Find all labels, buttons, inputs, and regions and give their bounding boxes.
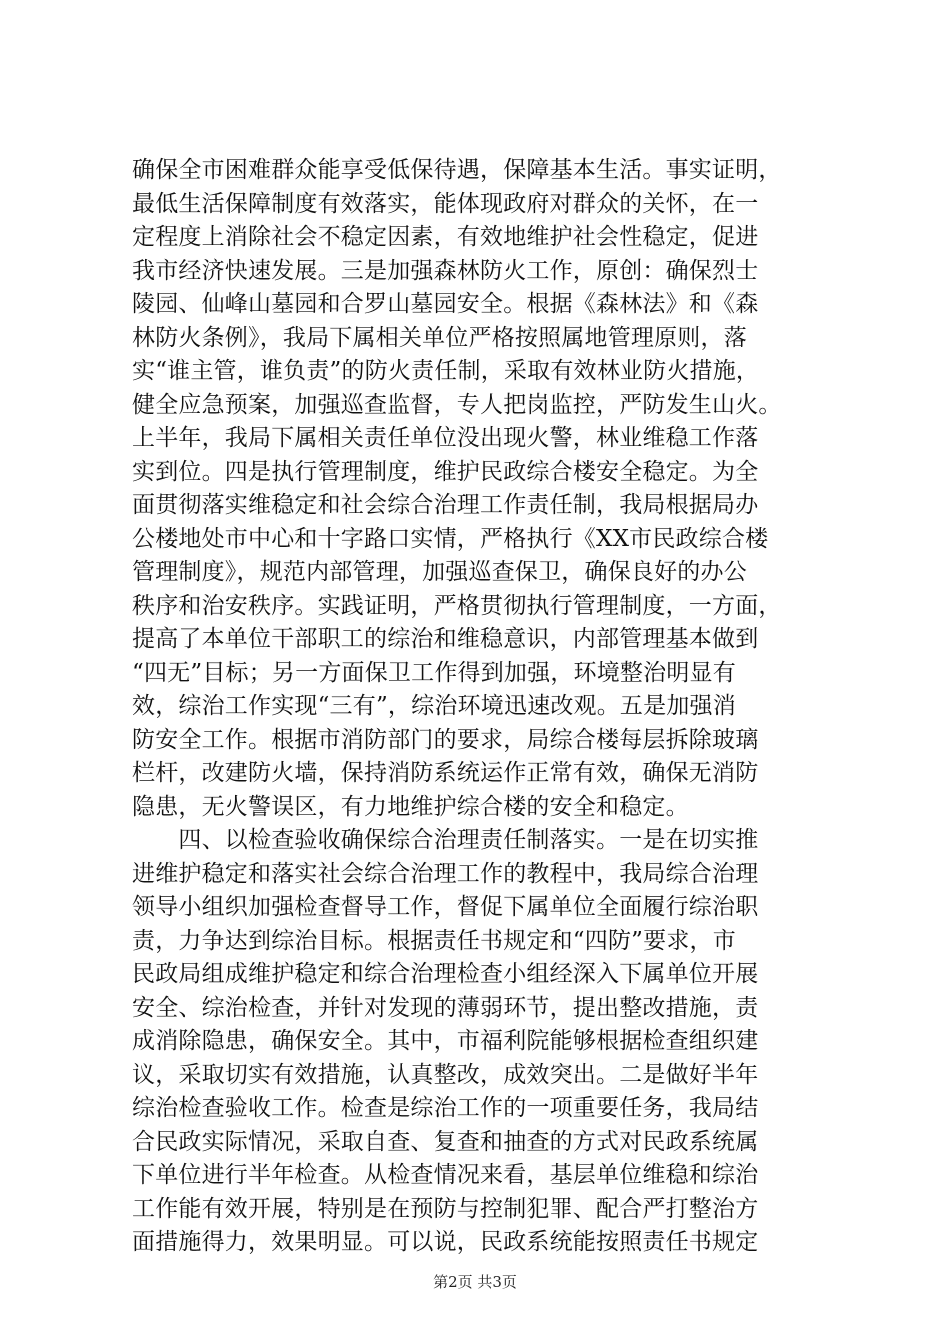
text-line: 安全、综治检查，并针对发现的薄弱环节，提出整改措施，责 bbox=[132, 994, 759, 1021]
text-line: 上半年，我局下属相关责任单位没出现火警，林业维稳工作落 bbox=[132, 425, 759, 451]
text-line: 管理制度》，规范内部管理，加强巡查保卫，确保良好的办公 bbox=[132, 559, 747, 585]
text-line: 面措施得力，效果明显。可以说，民政系统能按照责任书规定 bbox=[132, 1229, 759, 1255]
text-line: 最低生活保障制度有效落实，能体现政府对群众的关怀，在一 bbox=[132, 190, 759, 217]
text-line: 林防火条例》，我局下属相关单位严格按照属地管理原则，落 bbox=[132, 324, 747, 351]
text-line: 实到位。四是执行管理制度，维护民政综合楼安全稳定。为全 bbox=[132, 458, 759, 485]
text-line: 提高了本单位干部职工的综治和维稳意识，内部管理基本做到 bbox=[132, 626, 759, 652]
text-line: 综治检查验收工作。检查是综治工作的一项重要任务，我局结 bbox=[132, 1095, 759, 1121]
text-line: 责，力争达到综治目标。根据责任书规定和“四防”要求，市 bbox=[132, 927, 736, 954]
text-line: 栏杆，改建防火墙，保持消防系统运作正常有效，确保无消防 bbox=[132, 760, 759, 786]
text-line: 陵园、仙峰山墓园和合罗山墓园安全。根据《森林法》和《森 bbox=[132, 291, 759, 317]
text-line: 面贯彻落实维稳定和社会综合治理工作责任制，我局根据局办 bbox=[132, 492, 759, 518]
text-line: 防安全工作。根据市消防部门的要求，局综合楼每层拆除玻璃 bbox=[132, 726, 759, 753]
text-line: 我市经济快速发展。三是加强森林防火工作，原创：确保烈士 bbox=[132, 257, 759, 284]
text-line: 成消除隐患，确保安全。其中，市福利院能够根据检查组织建 bbox=[132, 1028, 759, 1054]
text-line: 公楼地处市中心和十字路口实情，严格执行《XX市民政综合楼 bbox=[132, 525, 769, 552]
text-line: 民政局组成维护稳定和综合治理检查小组经深入下属单位开展 bbox=[132, 961, 759, 987]
text-line: 秩序和治安秩序。实践证明，严格贯彻执行管理制度，一方面， bbox=[132, 592, 782, 619]
body-text bbox=[132, 154, 828, 1260]
text-line: 实“谁主管，谁负责”的防火责任制，采取有效林业防火措施， bbox=[132, 358, 760, 384]
text-line: 进维护稳定和落实社会综合治理工作的教程中，我局综合治理 bbox=[132, 860, 759, 887]
page-footer: 第2页 共3页 bbox=[433, 1273, 517, 1291]
text-line: “四无”目标；另一方面保卫工作得到加强，环境整治明显有 bbox=[132, 659, 736, 686]
text-line: 定程度上消除社会不稳定因素，有效地维护社会性稳定，促进 bbox=[132, 224, 759, 250]
text-line: 四、以检查验收确保综合治理责任制落实。一是在切实推 bbox=[132, 827, 759, 853]
text-line: 确保全市困难群众能享受低保待遇，保障基本生活。事实证明， bbox=[132, 157, 782, 183]
text-line: 效，综治工作实现“三有”，综治环境迅速改观。五是加强消 bbox=[132, 693, 736, 719]
text-line: 工作能有效开展，特别是在预防与控制犯罪、配合严打整治方 bbox=[132, 1195, 759, 1222]
text-line: 隐患，无火警误区，有力地维护综合楼的安全和稳定。 bbox=[132, 793, 689, 820]
text-line: 领导小组织加强检查督导工作，督促下属单位全面履行综治职 bbox=[132, 894, 759, 920]
text-line: 议，采取切实有效措施，认真整改，成效突出。二是做好半年 bbox=[132, 1061, 759, 1088]
text-line: 健全应急预案，加强巡查监督，专人把岗监控，严防发生山火。 bbox=[132, 391, 782, 418]
text-line: 下单位进行半年检查。从检查情况来看，基层单位维稳和综治 bbox=[132, 1162, 759, 1188]
text-line: 合民政实际情况，采取自查、复查和抽查的方式对民政系统属 bbox=[132, 1128, 759, 1155]
